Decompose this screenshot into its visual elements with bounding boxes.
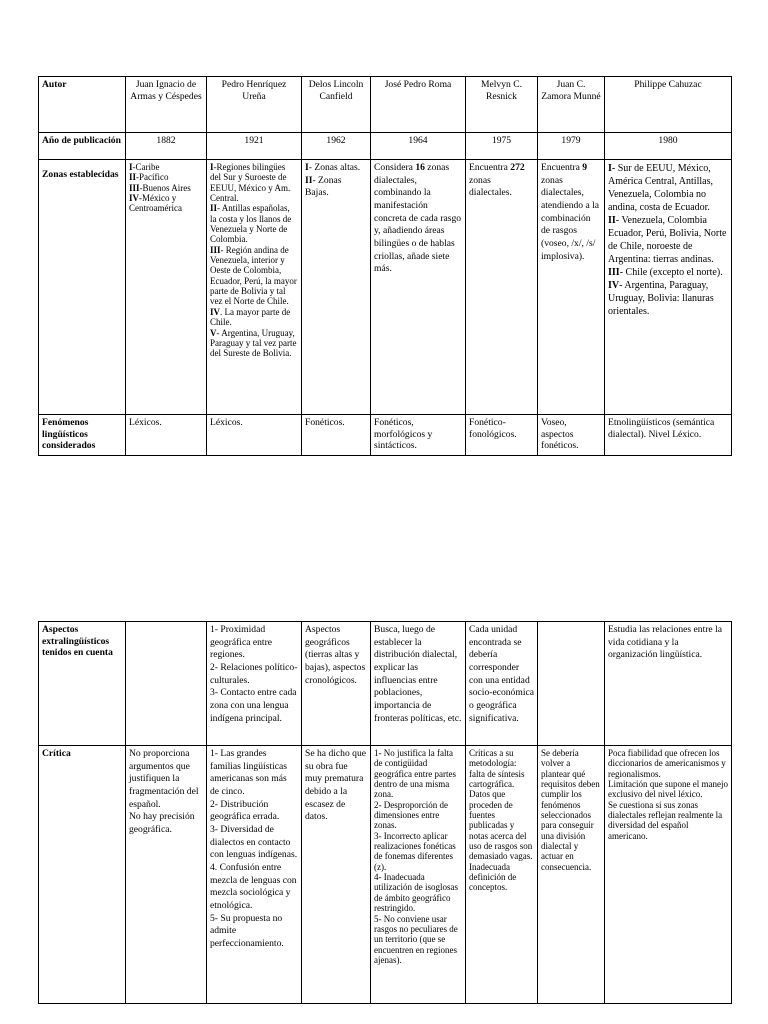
zone-item: III- Chile (excepto el norte).: [608, 267, 723, 278]
extra-cell: Aspectos geográficos (tierras altas y bajas), aspectos cronológicos.: [302, 622, 371, 746]
phenomena-cell: Léxicos.: [207, 415, 302, 456]
comparison-table-bottom: [38, 621, 732, 1004]
zones-row: [39, 160, 732, 415]
year-cell: 1962: [302, 133, 371, 160]
row-label-critica: Crítica: [39, 746, 126, 1004]
zone-item: I-Regiones bilingües del Sur y Suroeste de EEUU, México y Am. Central.: [210, 162, 291, 204]
extralinguistic-row: [39, 622, 732, 746]
author-row: [39, 77, 732, 133]
comparison-table-top: [38, 76, 732, 456]
row-label-zonas: Zonas establecidas: [39, 160, 126, 415]
extra-cell: [538, 622, 605, 746]
row-label-fenomenos: Fenómenos lingüísticos considerados: [39, 415, 126, 456]
author-cell: Pedro Henríquez Ureña: [207, 77, 302, 133]
phenomena-cell: Fonético-fonológicos.: [466, 415, 538, 456]
zone-item: II- Venezuela, Colombia Ecuador, Perú, Bolivia, Norte de Chile, noroeste de Argentina: tierras andinas.: [608, 215, 727, 265]
zone-item: I- Zonas altas.: [305, 162, 361, 173]
year-cell: 1975: [466, 133, 538, 160]
zones-cell-cahuzac: [605, 160, 732, 415]
critique-row: [39, 746, 732, 1004]
extra-cell: Estudia las relaciones entre la vida cotidiana y la organización lingüística.: [605, 622, 732, 746]
extra-cell: [126, 622, 207, 746]
phenomena-cell: Voseo, aspectos fonéticos.: [538, 415, 605, 456]
author-cell: Philippe Cahuzac: [605, 77, 732, 133]
zone-item: V- Argentina, Uruguay, Paraguay y tal vez parte del Sureste de Bolivia.: [210, 327, 297, 359]
zone-item: II- Zonas Bajas.: [305, 174, 342, 199]
extra-cell: 1- Proximidad geográfica entre regiones. 2- Relaciones político-culturales. 3- Contacto entre cada zona con una lengua indígena principal.: [207, 622, 302, 746]
zone-item: I-Caribe: [129, 162, 160, 172]
author-cell: Delos Lincoln Canfield: [302, 77, 371, 133]
zone-item: III- Región andina de Venezuela, interior y Oeste de Colombia, Ecuador, Perú, la mayor parte de Bolivia y tal vez el Norte de Chile.: [210, 244, 297, 307]
year-cell: 1964: [371, 133, 466, 160]
critique-cell: No proporciona argumentos que justifiquen la fragmentación del español. No hay precisión geográfica.: [126, 746, 207, 1004]
year-cell: 1979: [538, 133, 605, 160]
critique-cell: Poca fiabilidad que ofrecen los diccionarios de americanismos y regionalismos. Limitación que supone el manejo exclusivo del nivel léxico. Se cuestiona si sus zonas dialectales reflejan realmente la diversidad del español americano.: [605, 746, 732, 1004]
zone-item: IV-México y Centroamérica: [129, 193, 182, 214]
critique-cell: 1- No justifica la falta de contigüidad geográfica entre partes dentro de una misma zona. 2- Desproporción de dimensiones entre zonas. 3- Incorrecto aplicar realizaciones fonéticas de fonemas diferentes (z). 4- Inadecuada utilización de isoglosas de ámbito geográfico restringido. 5- No conviene usar rasgos no peculiares de un territorio (que se encuentren en regiones ajenas).: [371, 746, 466, 1004]
row-label-aspectos: Aspectos extralingüísticos tenidos en cuenta: [39, 622, 126, 746]
author-cell: José Pedro Roma: [371, 77, 466, 133]
zones-cell-armas: [126, 160, 207, 415]
phenomena-cell: Fonéticos.: [302, 415, 371, 456]
zones-cell-canfield: [302, 160, 371, 415]
zone-item: IV- Argentina, Paraguay, Uruguay, Bolivia: llanuras orientales.: [608, 280, 714, 317]
zones-cell-urena: [207, 160, 302, 415]
author-cell: Melvyn C. Resnick: [466, 77, 538, 133]
zone-item: II-Pacífico: [129, 172, 169, 183]
year-cell: 1882: [126, 133, 207, 160]
zones-cell-resnick: Encuentra 272 zonas dialectales.: [466, 160, 538, 415]
row-label-autor: Autor: [39, 77, 126, 133]
zone-item: IV. La mayor parte de Chile.: [210, 306, 291, 328]
extra-cell: Cada unidad encontrada se debería corresponder con una entidad socio-económica o geográfica significativa.: [466, 622, 538, 746]
year-row: [39, 133, 732, 160]
author-cell: Juan Ignacio de Armas y Céspedes: [126, 77, 207, 133]
phenomena-cell: Etnolingüísticos (semántica dialectal). Nivel Léxico.: [605, 415, 732, 456]
phenomena-row: [39, 415, 732, 456]
critique-cell: Se ha dicho que su obra fue muy prematura debido a la escasez de datos.: [302, 746, 371, 1004]
critique-cell: Críticas a su metodología: falta de síntesis cartográfica. Datos que proceden de fuentes publicadas y notas acerca del uso de rasgos son demasiado vagas. Inadecuada definición de conceptos.: [466, 746, 538, 1004]
phenomena-cell: Fonéticos, morfológicos y sintácticos.: [371, 415, 466, 456]
row-label-ano: Año de publicación: [39, 133, 126, 160]
zones-cell-roma: Considera 16 zonas dialectales, combinando la manifestación concreta de cada rasgo y, añadiendo áreas bilingües o de hablas criollas, añade siete más.: [371, 160, 466, 415]
zone-item: III-Buenos Aires: [129, 182, 191, 193]
phenomena-cell: Léxicos.: [126, 415, 207, 456]
zones-cell-zamora: Encuentra 9 zonas dialectales, atendiendo a la combinación de rasgos (voseo, /x/, /s/ implosiva).: [538, 160, 605, 415]
year-cell: 1921: [207, 133, 302, 160]
zone-item: I- Sur de EEUU, México, América Central, Antillas, Venezuela, Colombia no andina, costa de Ecuador.: [608, 163, 713, 213]
author-cell: Juan C. Zamora Munné: [538, 77, 605, 133]
critique-cell: Se debería volver a plantear qué requisitos deben cumplir los fenómenos seleccionados para conseguir una división dialectal y actuar en consecuencia.: [538, 746, 605, 1004]
extra-cell: Busca, luego de establecer la distribución dialectal, explicar las influencias entre poblaciones, importancia de fronteras políticas, etc.: [371, 622, 466, 746]
critique-cell: 1- Las grandes familias lingüísticas americanas son más de cinco. 2- Distribución geográfica errada. 3- Diversidad de dialectos en contacto con lenguas indígenas. 4. Confusión entre mezcla de lenguas con mezcla sociológica y etnológica. 5- Su propuesta no admite perfeccionamiento.: [207, 746, 302, 1004]
year-cell: 1980: [605, 133, 732, 160]
zone-item: II- Antillas españolas, la costa y los llanos de Venezuela y Norte de Colombia.: [210, 203, 292, 245]
